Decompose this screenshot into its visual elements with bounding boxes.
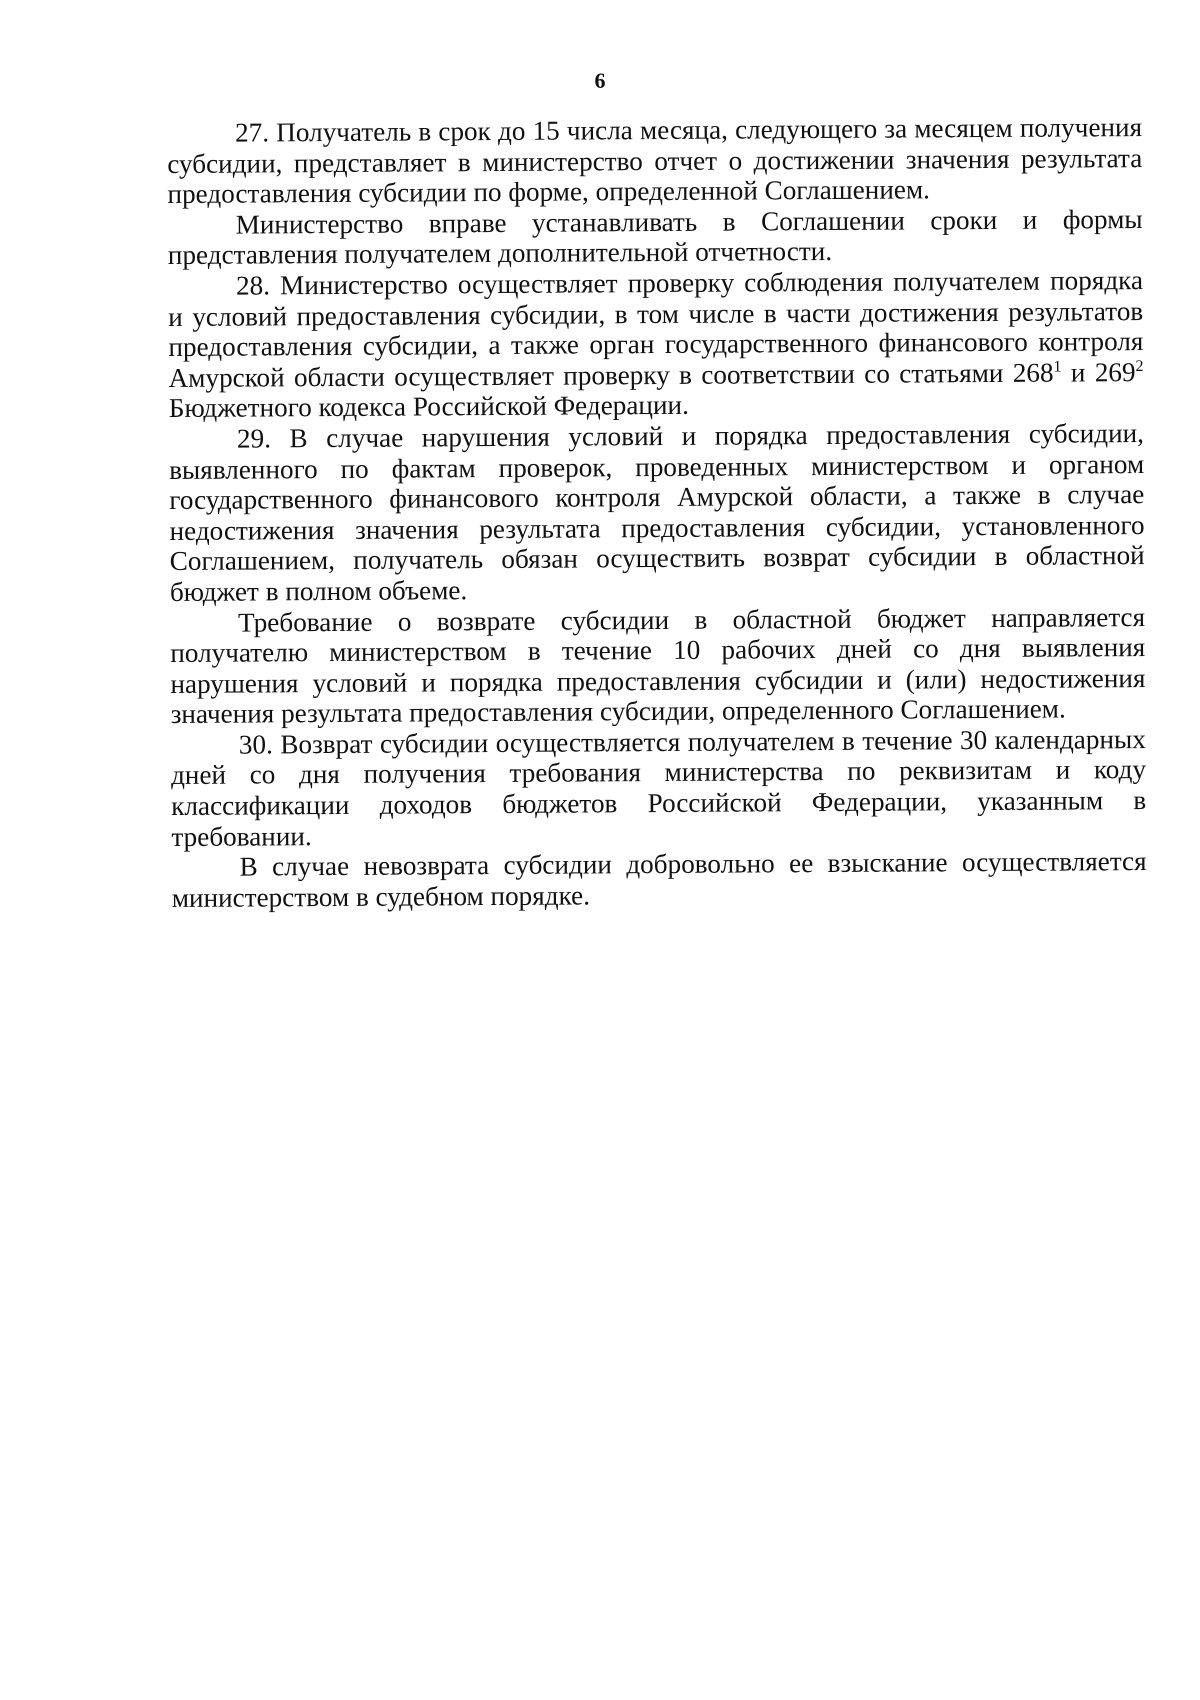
article-references — [1013, 357, 1144, 388]
paragraph-29-continuation: Требование о возврате субсидии в областной бюджет направляется получателю министерством в течение 10 рабочих дней со дня выявления нарушения условий и порядка предоставления субсидии и (или) недостижения значения результата предоставления субсидии, определенного Соглашением. — [170, 601, 1146, 730]
article-268-superscript: 1 — [1053, 358, 1062, 376]
article-269: 269 — [1094, 356, 1136, 388]
article-269-superscript: 2 — [1135, 357, 1144, 375]
document-body — [167, 112, 1147, 913]
page-number: 6 — [594, 68, 606, 93]
article-268: 268 — [1012, 357, 1054, 388]
paragraph-28-ending: Бюджетного кодекса Российской Федерации. — [168, 390, 689, 424]
paragraph-29: 29. В случае нарушения условий и порядка предоставления субсидии, выявленного по фактам проверок, проведенных министерством и органом государственного финансового контроля Амурской области, а также в случае недостижения значения результата предоставления субсидии, установленного Соглашением, получатель обязан осуществить возврат субсидии в областной бюджет в полном объеме. — [169, 417, 1145, 607]
paragraph-30: 30. Возврат субсидии осуществляется получателем в течение 30 календарных дней со дня получения требования министерства по реквизитам и коду классификации доходов бюджетов Российской Федерации, указанным в требовании. — [170, 723, 1147, 852]
paragraph-27: 27. Получатель в срок до 15 числа месяца, следующего за месяцем получения субсидии, представляет в министерство отчет о достижении значения результата предоставления субсидии по форме, определенной Соглашением. — [167, 112, 1143, 210]
paragraph-30-continuation: В случае невозврата субсидии добровольно ее взыскание осуществляется министерством в судебном порядке. — [171, 846, 1147, 913]
paragraph-28-text: 28. Министерство осуществляет проверку соблюдения получателем порядка и условий предоставления субсидии, в том числе в части достижения результатов предоставления субсидии, а также орган государственного финансового контроля Амурской области осуществляет проверку в соответствии со статьями — [168, 265, 1144, 393]
paragraph-27-continuation: Министерство вправе устанавливать в Соглашении сроки и формы представления получателем дополнительной отчетности. — [167, 203, 1143, 271]
paragraph-28 — [168, 265, 1144, 424]
article-conjunction: и — [1061, 357, 1095, 388]
